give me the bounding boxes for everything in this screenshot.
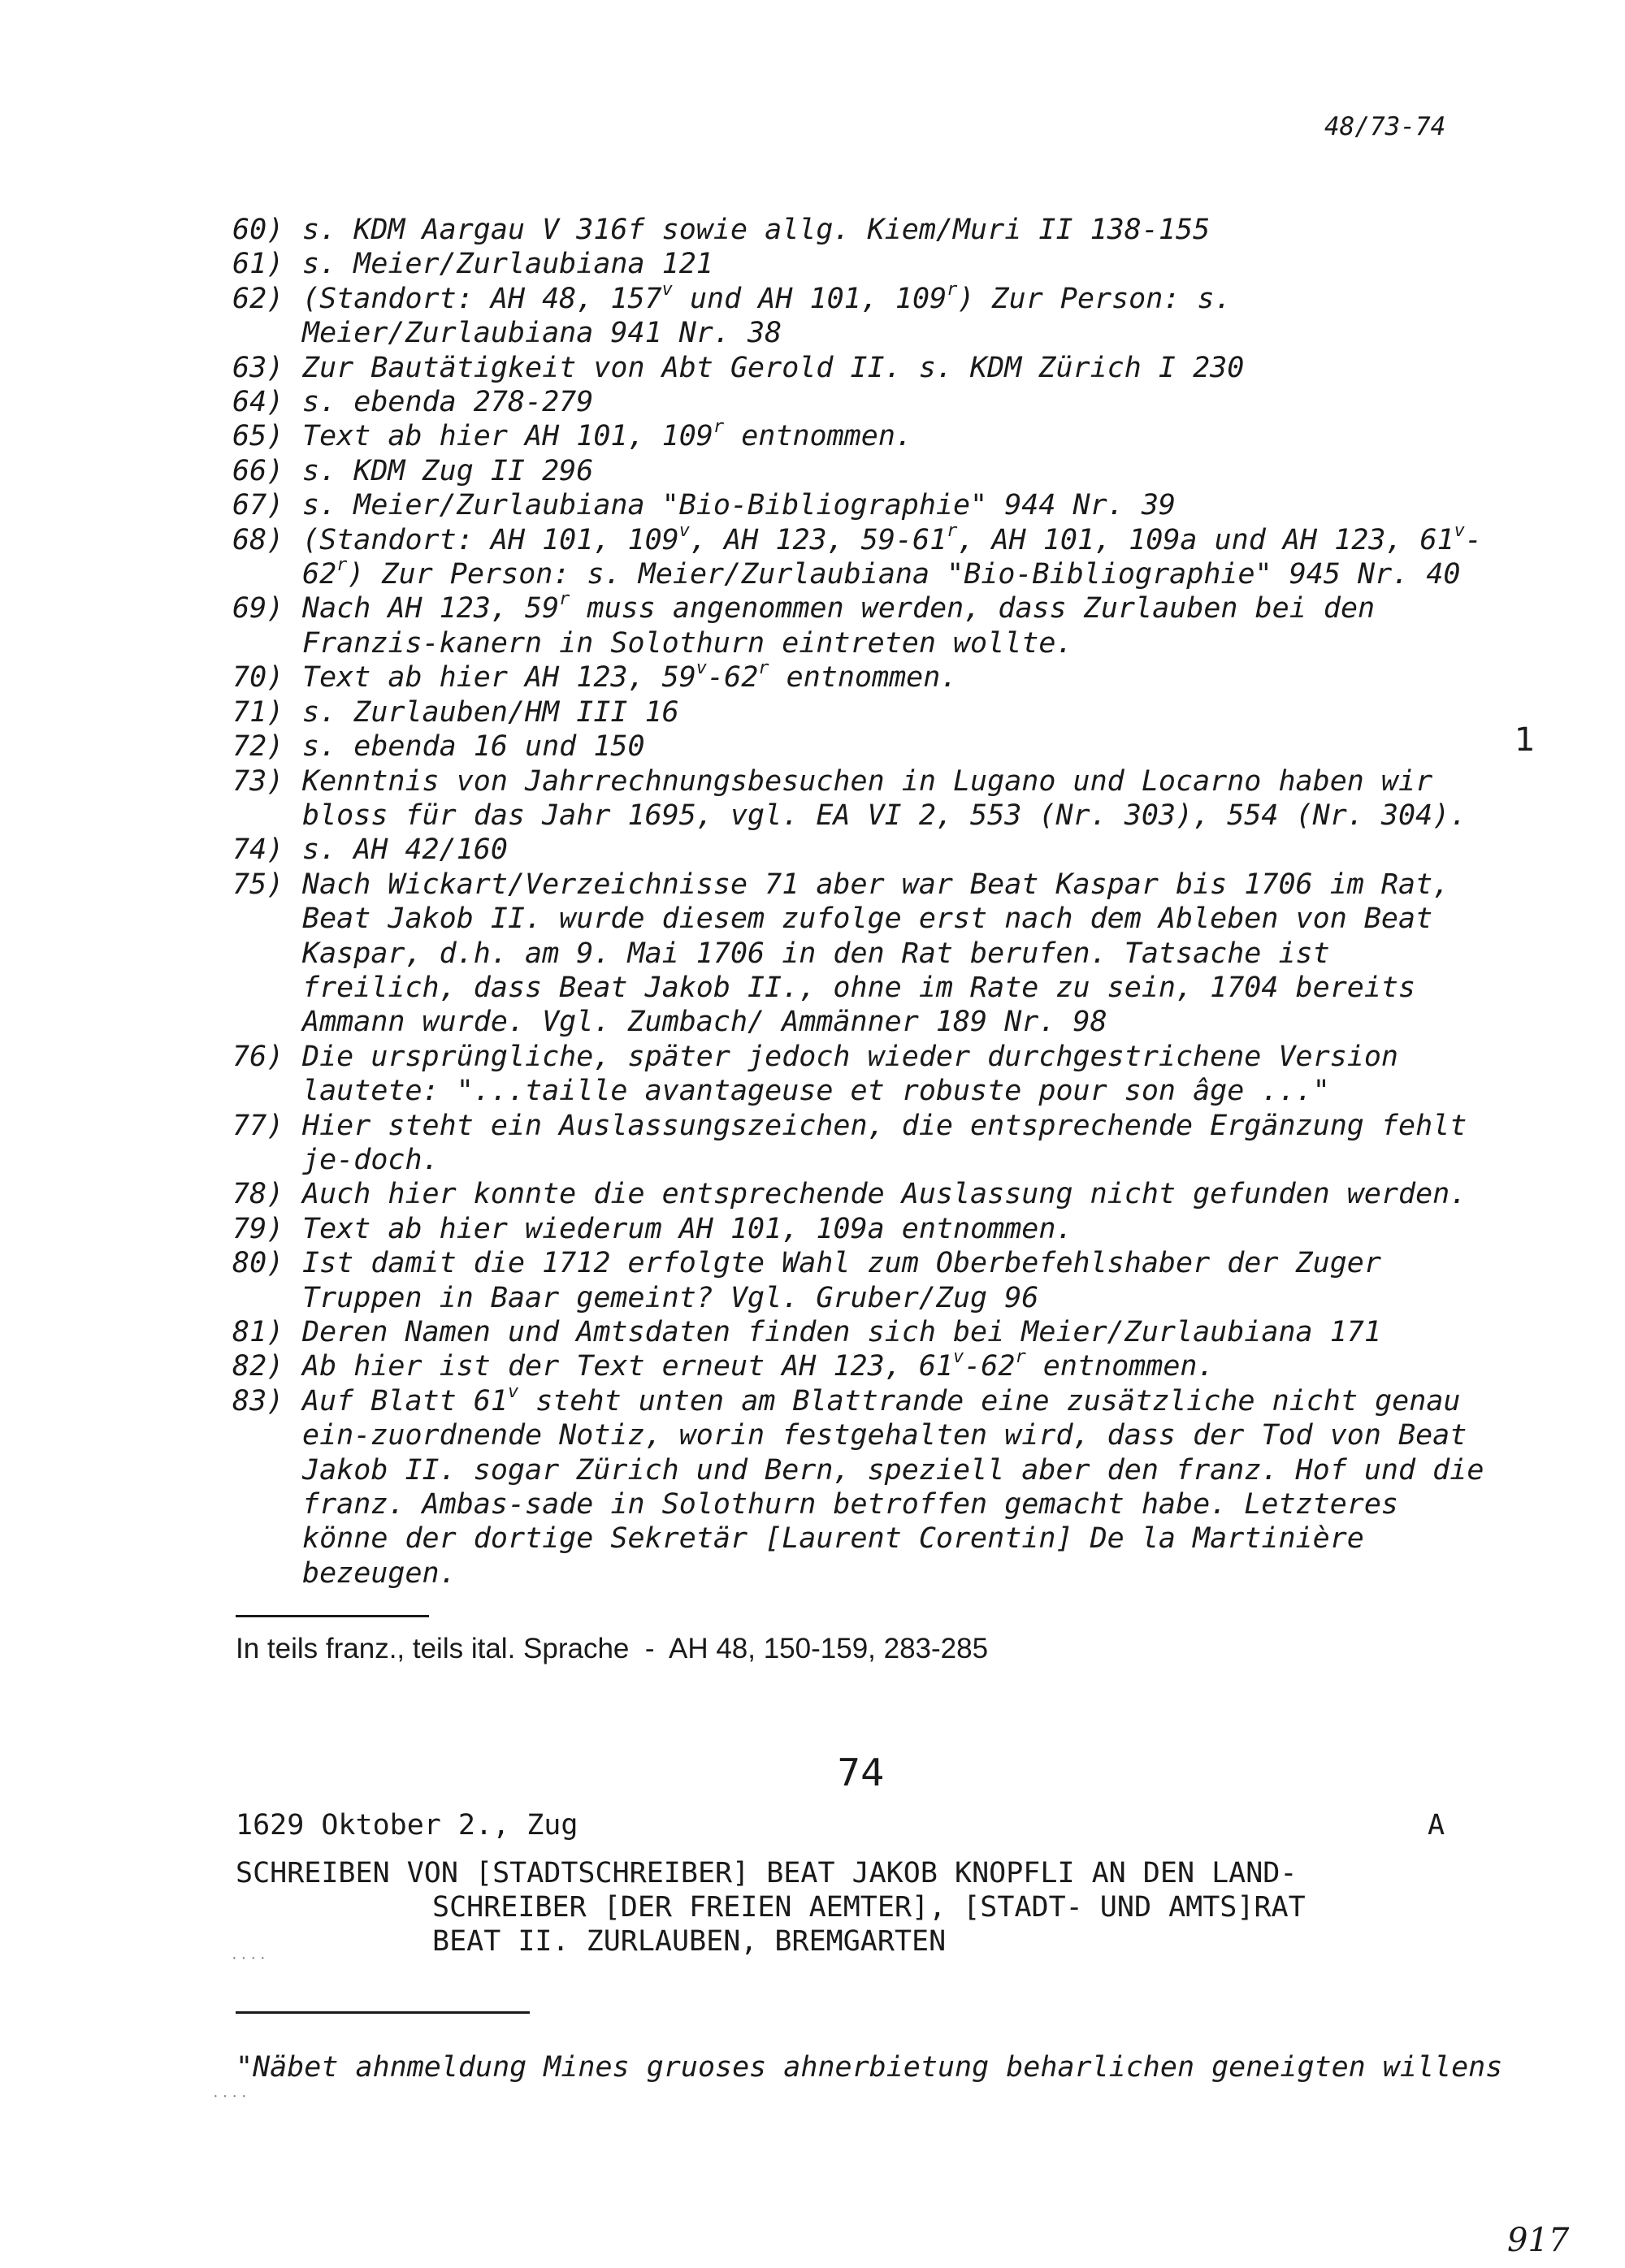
footnote-83 [232,1381,1500,1591]
footnote-text: Zur Bautätigkeit von Abt Gerold II. s. KDM Zürich I 230 [302,351,1245,384]
footnote-number: 63) [232,351,284,384]
footnote-number: 69) [232,592,284,625]
footnote-61 [232,247,1500,281]
separator-rule [236,2011,530,2014]
footnote-text: Nach AH 123, 59$^r$ muss angenommen werden, dass Zurlauben bei den Franzis-kanern in Solothurn eintreten wollte. [302,589,1376,660]
footnote-68 [232,520,1500,592]
footnote-number: 74) [232,833,284,867]
footnote-66 [232,454,1500,488]
footnote-63 [232,351,1500,385]
footnote-number: 65) [232,420,284,453]
footnote-text: s. KDM Zug II 296 [302,454,594,487]
footnote-text: Kenntnis von Jahrrechnungsbesuchen in Lugano und Locarno haben wir bloss für das Jahr 1695, vgl. EA VI 2, 553 (Nr. 303), 554 (Nr. 304). [302,764,1467,832]
heading-line: BEAT II. ZURLAUBEN, BREMGARTEN [432,1925,947,1958]
footnote-74 [232,833,1500,867]
footnote-text: Text ab hier AH 101, 109$^r$ entnommen. [302,417,912,453]
footnote-text: s. Meier/Zurlaubiana "Bio-Bibliographie" 944 Nr. 39 [302,489,1176,522]
handwritten-page-number: 917 [1507,2222,1570,2259]
footnote-text: Hier steht ein Auslassungszeichen, die entsprechende Ergänzung fehlt je-doch. [302,1109,1467,1176]
footnote-67 [232,488,1500,522]
footnote-text: s. Zurlauben/HM III 16 [302,695,679,729]
footnote-number: 67) [232,489,284,522]
footnote-number: 64) [232,386,284,419]
footnote-70 [232,660,1500,695]
footnote-80 [232,1246,1500,1315]
footnote-text: Text ab hier AH 123, 59$^v$-62$^r$ entnommen. [302,658,958,695]
footnote-81 [232,1315,1500,1349]
footnote-77 [232,1109,1500,1178]
footnote-62 [232,279,1500,351]
footnote-65 [232,419,1500,453]
footnote-text: Ab hier ist der Text erneut AH 123, 61$^v$-62$^r$ entnommen. [302,1347,1215,1383]
footnote-text: s. AH 42/160 [302,833,508,867]
footnote-76 [232,1040,1500,1109]
scan-speck: · · · · [213,2088,247,2106]
footnote-72 [232,729,1500,764]
footnote-number: 71) [232,695,284,729]
footnote-75 [232,868,1500,1040]
footnote-number: 68) [232,523,284,556]
footnote-text: Ist damit die 1712 erfolgte Wahl zum Oberbefehlshaber der Zuger Truppen in Baar gemeint? Vgl. Gruber/Zug 96 [302,1247,1381,1314]
footnote-number: 79) [232,1212,284,1245]
footnote-78 [232,1177,1500,1211]
footnote-number: 80) [232,1247,284,1280]
footnote-71 [232,695,1500,729]
margin-mark: 1 [1514,721,1536,759]
footnote-number: 83) [232,1384,284,1418]
document-number: 74 [837,1751,885,1794]
quote-text: "Näbet ahnmeldung Mines gruoses ahnerbietung beharlichen geneigten willens [236,2051,1503,2084]
footnote-text: Die ursprüngliche, später jedoch wieder durchgestrichene Version lautete: "...taille avantageuse et robuste pour son âge ..." [302,1040,1398,1108]
footnote-text: s. ebenda 16 und 150 [302,730,645,764]
page-reference: 48/73-74 [1324,112,1446,141]
footnote-text: (Standort: AH 48, 157$^v$ und AH 101, 109$^r$) Zur Person: s. Meier/Zurlaubiana 941 Nr. 38 [302,279,1232,350]
footnote-64 [232,385,1500,419]
footnote-number: 62) [232,282,284,315]
document-type: A [1428,1809,1445,1842]
footnote-69 [232,591,1500,660]
heading-line: SCHREIBER [DER FREIEN AEMTER], [STADT- UND AMTS]RAT [432,1891,1306,1924]
separator-rule [236,1615,429,1617]
footnote-text: Nach Wickart/Verzeichnisse 71 aber war Beat Kaspar bis 1706 im Rat, Beat Jakob II. wurde diesem zufolge erst nach dem Ableben von Beat Kaspar, d.h. am 9. Mai 1706 in den Rat berufen. Tatsache ist freilich, dass Beat Jakob II., ohne im Rate zu sein, 1704 bereits Ammann wurde. Vgl. Zumbach/ Ammänner 189 Nr. 98 [302,868,1450,1039]
footnote-text: Deren Namen und Amtsdaten finden sich bei Meier/Zurlaubiana 171 [302,1316,1381,1348]
footnote-number: 60) [232,214,284,246]
footnote-number: 75) [232,868,284,901]
footnote-number: 70) [232,661,284,695]
footnote-text: Text ab hier wiederum AH 101, 109a entnommen. [302,1212,1073,1245]
footnote-number: 81) [232,1316,284,1348]
footnote-number: 72) [232,730,284,764]
scan-speck: · · · · [232,1950,266,1967]
footnote-number: 73) [232,764,284,798]
source-note: In teils franz., teils ital. Sprache - AH 48, 150-159, 283-285 [236,1633,989,1664]
document-heading [236,1856,1306,1959]
footnote-list [232,213,1500,1591]
footnote-text: s. ebenda 278-279 [302,386,594,419]
footnote-text: Auf Blatt 61$^v$ steht unten am Blattrande eine zusätzliche nicht genau ein-zuordnende Notiz, worin festgehalten wird, dass der Tod von Beat Jakob II. sogar Zürich und Bern, speziell aber den franz. Hof und die franz. Ambas-sade in Solothurn betroffen gemacht habe. Letzteres könne der dortige Sekretär [Laurent Corentin] De la Martinière bezeugen. [302,1381,1484,1590]
footnote-number: 82) [232,1350,284,1383]
footnote-number: 66) [232,454,284,487]
footnote-text: s. KDM Aargau V 316f sowie allg. Kiem/Muri II 138-155 [302,214,1211,246]
footnote-73 [232,764,1500,833]
footnote-82 [232,1349,1500,1383]
footnote-number: 78) [232,1178,284,1211]
footnote-text: (Standort: AH 101, 109$^v$, AH 123, 59-61$^r$, AH 101, 109a und AH 123, 61$^v$-62$^r$) Zur Person: s. Meier/Zurlaubiana "Bio-Bibliographie" 945 Nr. 40 [302,520,1482,591]
document-date: 1629 Oktober 2., Zug [236,1809,578,1842]
footnote-60 [232,213,1500,247]
footnote-number: 61) [232,248,284,281]
footnote-number: 77) [232,1109,284,1142]
footnote-text: Auch hier konnte die entsprechende Auslassung nicht gefunden werden. [302,1178,1467,1211]
heading-line: SCHREIBEN VON [STADTSCHREIBER] BEAT JAKOB KNOPFLI AN DEN LAND- [236,1857,1298,1889]
footnote-text: s. Meier/Zurlaubiana 121 [302,248,713,281]
footnote-79 [232,1212,1500,1246]
footnote-number: 76) [232,1040,284,1073]
